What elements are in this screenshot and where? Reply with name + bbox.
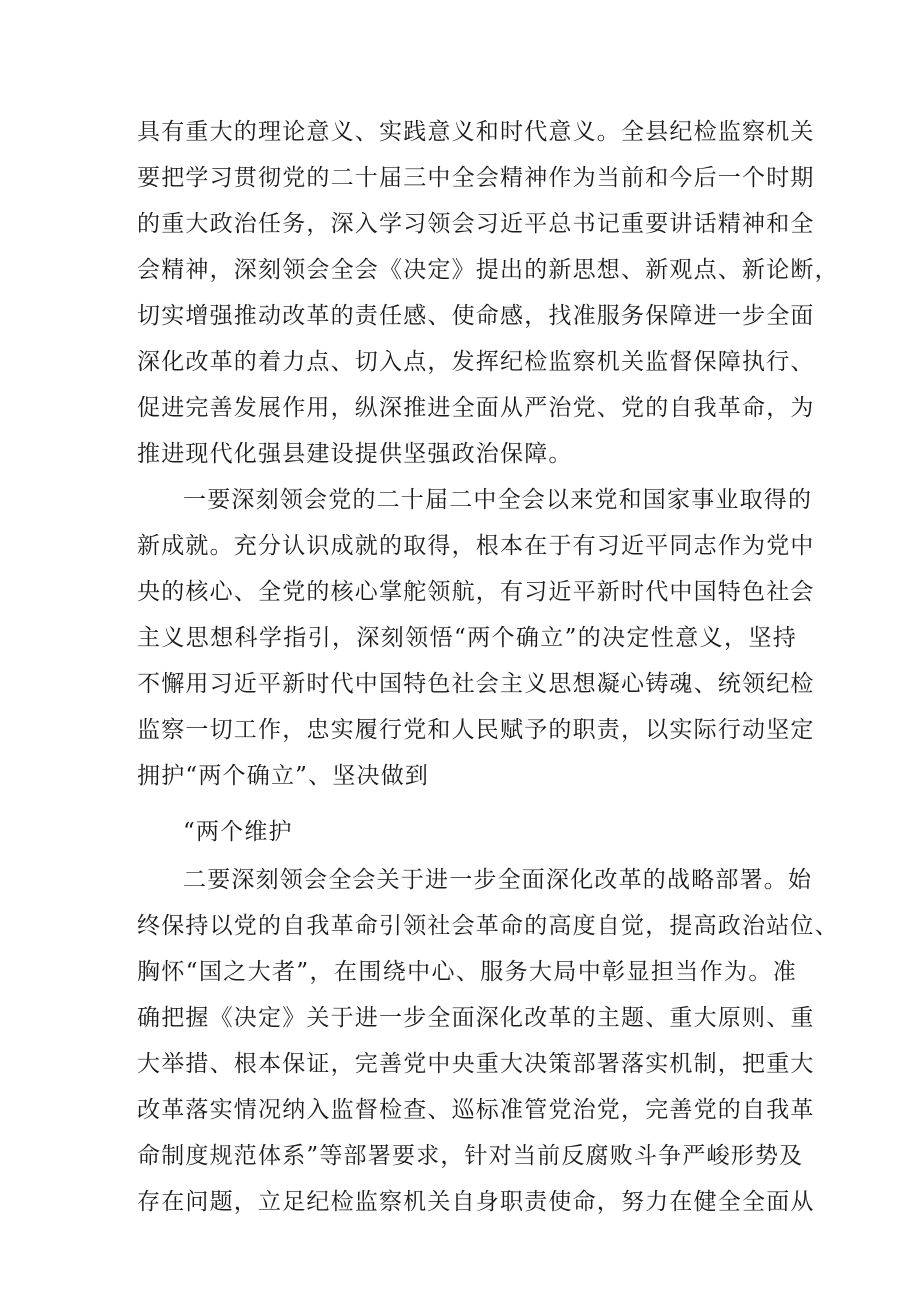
text-line: 切实增强推动改革的责任感、使命感，找准服务保障进一步全面 <box>137 303 815 329</box>
text-line: 二要深刻领会全会关于进一步全面深化改革的战略部署。始 <box>183 867 813 893</box>
text-line: 会精神，深刻领会全会《决定》提出的新思想、新观点、新论断， <box>137 257 839 283</box>
text-line: 一要深刻领会党的二十届二中全会以来党和国家事业取得的 <box>183 487 813 513</box>
text-line: 主义思想科学指引，深刻领悟“两个确立”的决定性意义，坚持 <box>137 625 797 651</box>
text-line: 不懈用习近平新时代中国特色社会主义思想凝心铸魂、统领纪检 <box>137 671 815 697</box>
text-line: 拥护“两个确立”、坚决做到 <box>137 763 430 789</box>
text-line: 深化改革的着力点、切入点，发挥纪检监察机关监督保障执行、 <box>137 349 815 375</box>
text-line: 央的核心、全党的核心掌舵领航，有习近平新时代中国特色社会 <box>137 579 815 605</box>
text-line: 推进现代化强县建设提供坚强政治保障。 <box>137 441 573 467</box>
text-line: 促进完善发展作用，纵深推进全面从严治党、党的自我革命，为 <box>137 395 815 421</box>
text-line: 新成就。充分认识成就的取得，根本在于有习近平同志作为党中 <box>137 533 815 559</box>
text-line: 确把握《决定》关于进一步全面深化改革的主题、重大原则、重 <box>137 1005 815 1031</box>
text-line: 监察一切工作，忠实履行党和人民赋予的职责，以实际行动坚定 <box>137 717 815 743</box>
text-line: 终保持以党的自我革命引领社会革命的高度自觉，提高政治站位、 <box>137 913 839 939</box>
text-line: 的重大政治任务，深入学习领会习近平总书记重要讲话精神和全 <box>137 211 815 237</box>
text-line: 要把学习贯彻党的二十届三中全会精神作为当前和今后一个时期 <box>137 165 815 191</box>
text-line: 胸怀“国之大者”，在围绕中心、服务大局中彰显担当作为。准 <box>137 959 797 985</box>
text-line: 改革落实情况纳入监督检查、巡标准管党治党，完善党的自我革 <box>137 1097 815 1123</box>
text-line: 大举措、根本保证，完善党中央重大决策部署落实机制，把重大 <box>137 1051 815 1077</box>
text-line: 具有重大的理论意义、实践意义和时代意义。全县纪检监察机关 <box>137 119 815 145</box>
text-line: “两个维护 <box>183 819 293 845</box>
text-line: 存在问题，立足纪检监察机关自身职责使命，努力在健全全面从 <box>137 1189 815 1215</box>
text-line: 命制度规范体系”等部署要求，针对当前反腐败斗争严峻形势及 <box>137 1143 804 1169</box>
